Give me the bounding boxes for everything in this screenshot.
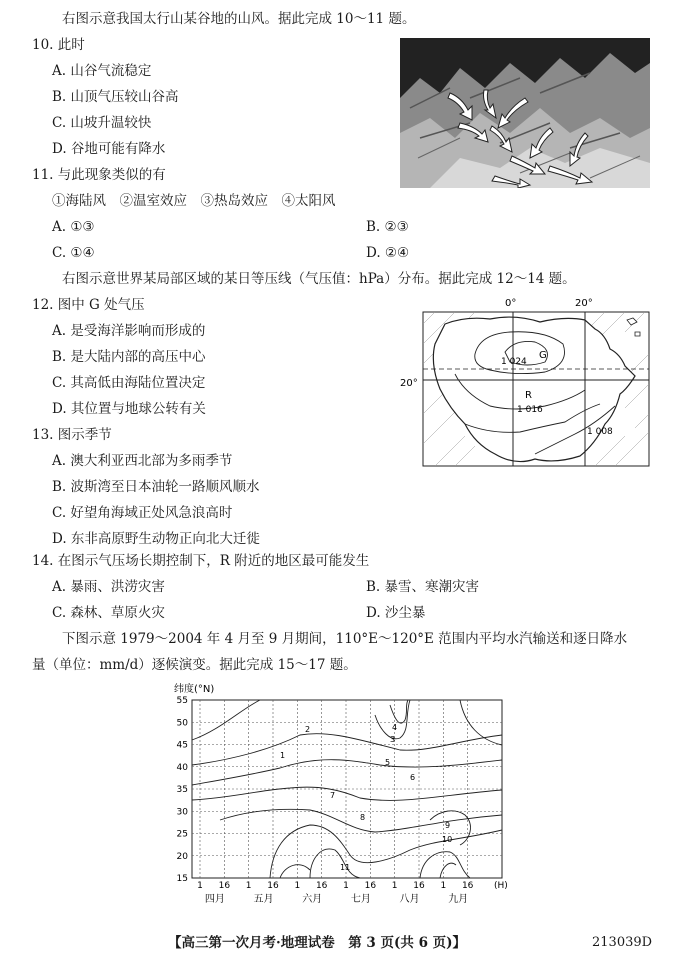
x-tick-label: 16 [315, 881, 328, 891]
x-tick-label: 16 [364, 881, 377, 891]
contour-value-label: 9 [445, 821, 451, 830]
month-label: 九月 [448, 894, 469, 905]
x-tick-label: 16 [461, 881, 474, 891]
y-tick-label: 25 [176, 829, 188, 840]
q13-option-a: A. 澳大利亚西北部为多雨季节 [52, 453, 233, 469]
isobar-map-figure [395, 294, 655, 470]
month-label: 八月 [399, 894, 420, 905]
y-tick-label: 45 [176, 740, 188, 751]
x-unit-label: (H) [494, 881, 508, 891]
x-tick-label: 1 [440, 881, 447, 891]
q10-option-b: B. 山顶气压较山谷高 [52, 89, 179, 105]
q10-option-c: C. 山坡升温较快 [52, 115, 152, 131]
map-iso-1008: 1 008 [587, 427, 613, 437]
month-label: 六月 [302, 894, 323, 905]
map-lon-0: 0° [505, 298, 517, 309]
x-tick-label: 1 [343, 881, 349, 891]
month-label: 四月 [204, 894, 225, 905]
x-tick-label: 1 [197, 881, 203, 891]
map-label-g: G [539, 350, 547, 361]
intro-q15-17-line1: 下图示意 1979～2004 年 4 月至 9 月期间，110°E～120°E 范围内平均水汽输送和逐日降水 [62, 631, 628, 647]
q14-option-a: A. 暴雨、洪涝灾害 [52, 579, 165, 595]
intro-q15-17-line2: 量（单位：mm/d）逐候演变。据此完成 15～17 题。 [32, 657, 357, 673]
x-tick-label: 1 [245, 881, 252, 891]
contour-value-label: 1 [280, 751, 286, 760]
q14-option-c: C. 森林、草原火灾 [52, 605, 165, 621]
contour-value-label: 8 [360, 813, 366, 822]
intro-q10-11: 右图示意我国太行山某谷地的山风。据此完成 10～11 题。 [62, 11, 416, 27]
x-tick-label: 16 [267, 881, 279, 891]
q13-option-c: C. 好望角海域正处风急浪高时 [52, 505, 233, 521]
q11-items: ①海陆风 ②温室效应 ③热岛效应 ④太阳风 [52, 193, 336, 209]
q11-option-d: D. ②④ [366, 245, 410, 261]
chart-ylabel: 纬度(°N) [174, 684, 215, 695]
q13-option-b: B. 波斯湾至日本油轮一路顺风顺水 [52, 479, 260, 495]
q10-option-a: A. 山谷气流稳定 [52, 63, 152, 79]
contour-value-label: 11 [340, 863, 351, 872]
map-iso-1016: 1 016 [517, 405, 543, 415]
q11-stem: 11. 与此现象类似的有 [32, 167, 166, 183]
q12-option-a: A. 是受海洋影响而形成的 [52, 323, 206, 339]
q10-stem: 10. 此时 [32, 37, 85, 53]
footer-page-info: 【高三第一次月考·地理试卷 第 3 页(共 6 页)】 [168, 935, 467, 951]
q11-option-b: B. ②③ [366, 219, 409, 235]
contour-value-label: 2 [305, 725, 311, 734]
contour-value-label: 5 [385, 758, 391, 767]
q12-stem: 12. 图中 G 处气压 [32, 297, 145, 313]
month-label: 七月 [350, 894, 371, 905]
map-lon-20: 20° [575, 298, 593, 309]
q11-option-c: C. ①④ [52, 245, 95, 261]
y-tick-label: 40 [176, 762, 188, 773]
q14-option-d: D. 沙尘暴 [366, 605, 426, 621]
y-tick-label: 30 [176, 807, 188, 818]
contour-value-label: 7 [330, 791, 336, 800]
y-tick-label: 35 [176, 785, 188, 795]
contour-value-label: 3 [390, 735, 396, 744]
x-tick-label: 1 [391, 881, 398, 891]
map-label-r: R [525, 390, 532, 401]
q13-option-d: D. 东非高原野生动物正向北大迁徙 [52, 531, 260, 547]
y-tick-label: 55 [176, 696, 188, 706]
x-tick-label: 16 [413, 881, 425, 891]
contour-value-label: 6 [410, 773, 416, 782]
contour-value-label: 10 [442, 835, 453, 844]
y-tick-label: 15 [176, 874, 188, 884]
q12-option-c: C. 其高低由海陆位置决定 [52, 375, 206, 391]
y-tick-label: 50 [176, 718, 188, 729]
x-tick-label: 16 [218, 881, 231, 891]
q10-option-d: D. 谷地可能有降水 [52, 141, 166, 157]
q12-option-d: D. 其位置与地球公转有关 [52, 401, 206, 417]
intro-q12-14: 右图示意世界某局部区域的某日等压线（气压值：hPa）分布。据此完成 12～14 题。 [62, 271, 576, 287]
precip-contour-chart [160, 680, 520, 908]
month-label: 五月 [253, 894, 274, 905]
q14-stem: 14. 在图示气压场长期控制下，R 附近的地区最可能发生 [32, 553, 370, 569]
x-tick-label: 1 [294, 881, 301, 891]
y-tick-label: 20 [176, 851, 188, 862]
map-iso-1024: 1 024 [501, 357, 527, 367]
footer-code: 213039D [592, 935, 653, 950]
map-lat-20: 20° [400, 378, 418, 389]
q11-option-a: A. ①③ [52, 219, 95, 235]
q12-option-b: B. 是大陆内部的高压中心 [52, 349, 206, 365]
contour-value-label: 4 [392, 723, 398, 732]
q14-option-b: B. 暴雪、寒潮灾害 [366, 579, 480, 595]
q13-stem: 13. 图示季节 [32, 427, 112, 443]
mountain-breeze-figure [400, 38, 650, 188]
